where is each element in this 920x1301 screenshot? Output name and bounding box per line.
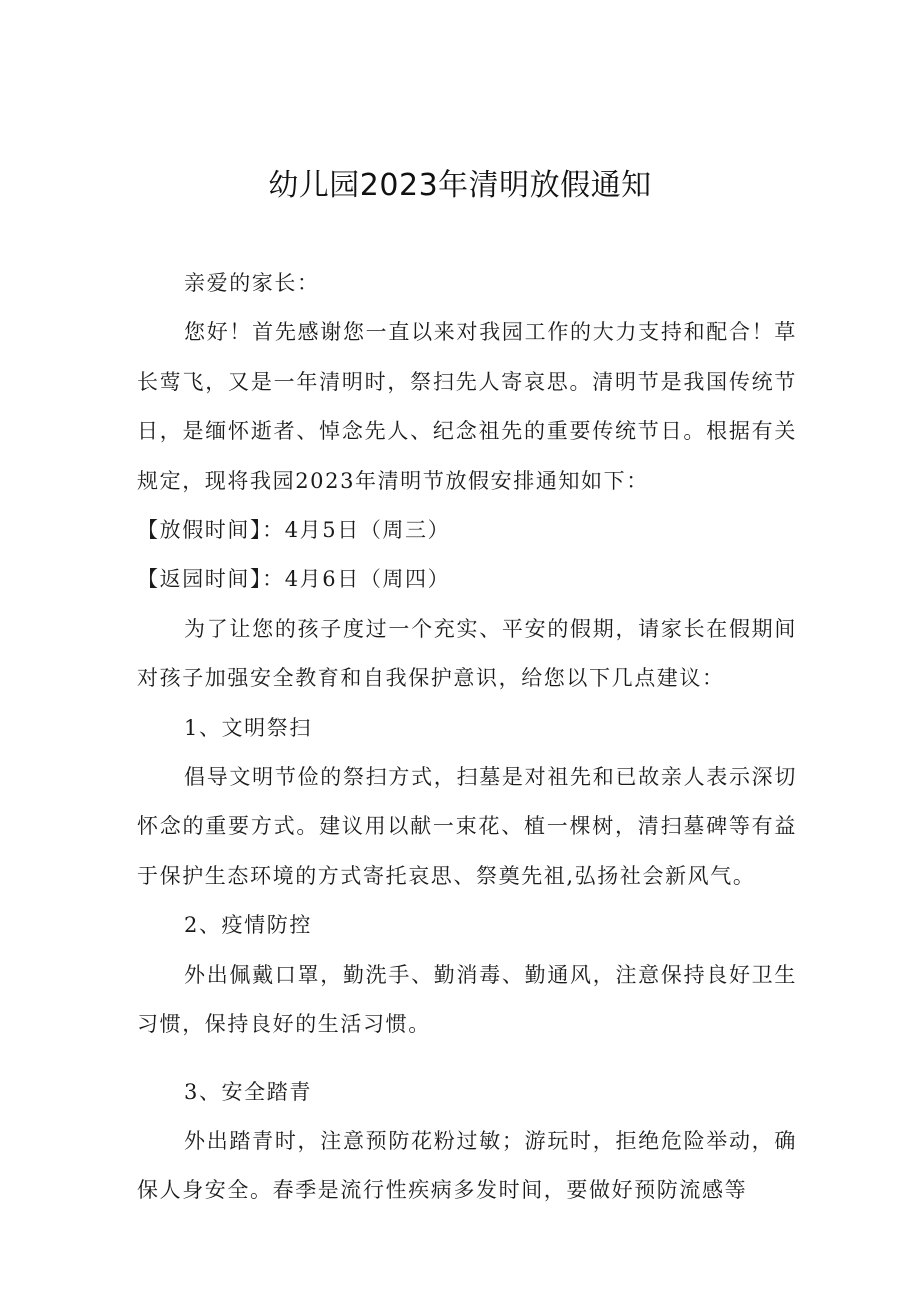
section-heading-safe-outing: 3、安全踏青 [184, 1079, 312, 1104]
holiday-time: 【放假时间】：4月5日（周三） [137, 518, 451, 543]
intro-paragraph: 您好！首先感谢您一直以来对我园工作的大力支持和配合！草长莺飞，又是一年清明时，祭扫先人寄哀思。清明节是我国传统节日，是缅怀逝者、悼念先人、纪念祖先的重要传统节日。根据有关规定，现将我园2023年清明节放假安排通知如下： [137, 320, 797, 493]
section-heading-epidemic-control: 2、疫情防控 [184, 913, 312, 938]
advice-intro-paragraph: 为了让您的孩子度过一个充实、平安的假期，请家长在假期间对孩子加强安全教育和自我保护意识，给您以下几点建议： [137, 616, 797, 691]
section-body-safe-outing: 外出踏青时，注意预防花粉过敏；游玩时，拒绝危险举动，确保人身安全。春季是流行性疾病多发时间，要做好预防流感等 [137, 1128, 797, 1203]
return-time: 【返园时间】：4月6日（周四） [137, 567, 451, 592]
document-body [137, 259, 797, 1216]
section-body-civilized-sweeping: 倡导文明节俭的祭扫方式，扫墓是对祖先和已故亲人表示深切怀念的重要方式。建议用以献一束花、植一棵树，清扫墓碑等有益于保护生态环境的方式寄托哀思、祭奠先祖,弘扬社会新风气。 [137, 765, 797, 888]
document-title: 幼儿园2023年清明放假通知 [268, 168, 652, 203]
section-heading-civilized-sweeping: 1、文明祭扫 [184, 715, 312, 740]
greeting: 亲爱的家长： [184, 271, 320, 295]
section-body-epidemic-control: 外出佩戴口罩，勤洗手、勤消毒、勤通风，注意保持良好卫生习惯，保持良好的生活习惯。 [137, 962, 797, 1037]
